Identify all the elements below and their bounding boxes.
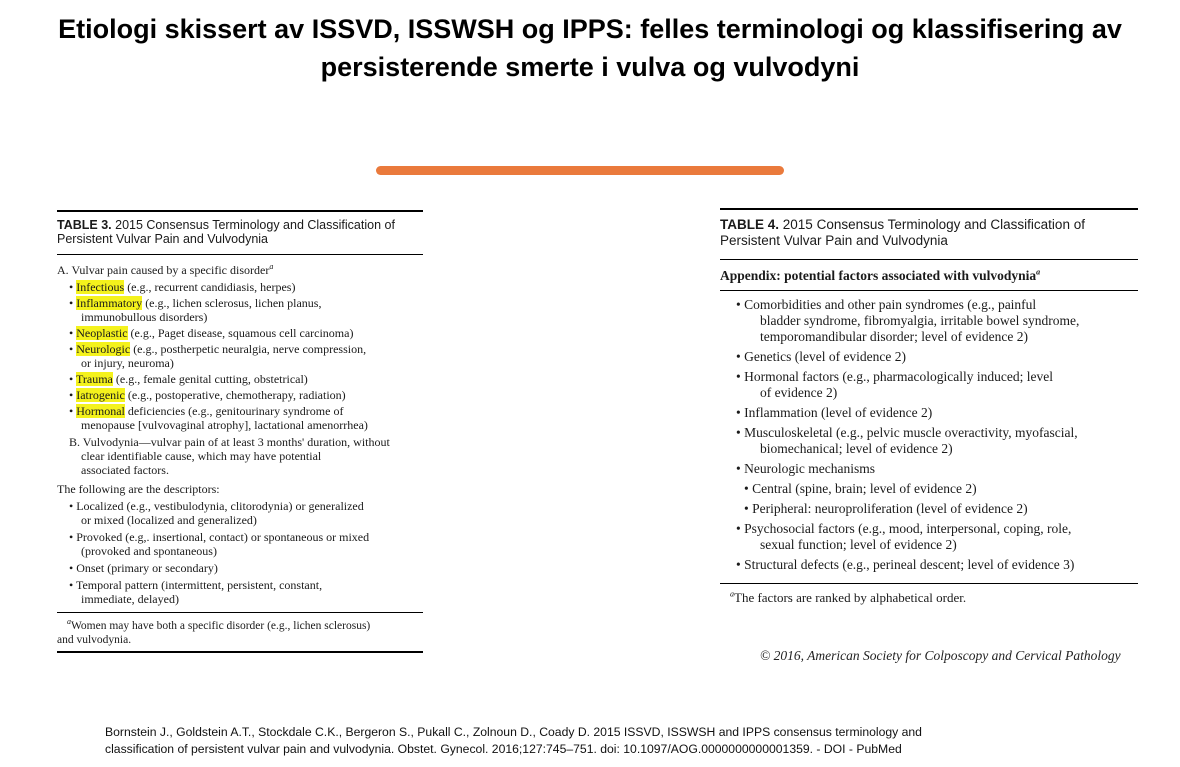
- descriptor-text: Provoked (e.g,. insertional, contact) or spontaneous or mixed: [76, 530, 370, 544]
- factor-text: Comorbidities and other pain syndromes (e.g., painful: [744, 297, 1037, 312]
- descriptor-item: [57, 578, 423, 606]
- section-b-line1: B. Vulvodynia—vulvar pain of at least 3 months' duration, without: [69, 435, 390, 449]
- section-b-line3: associated factors.: [81, 463, 169, 477]
- descriptor-list: [57, 499, 423, 606]
- table-4: [720, 208, 1138, 606]
- factor-item: [720, 297, 1138, 345]
- section-b: [57, 435, 423, 477]
- descriptor-text: Onset (primary or secondary): [76, 561, 218, 575]
- factor-text: Psychosocial factors (e.g., mood, interpersonal, coping, role,: [744, 521, 1072, 536]
- citation-line1: Bornstein J., Goldstein A.T., Stockdale C.K., Bergeron S., Pukall C., Zolnoun D., Coady D. 2015 ISSVD, ISSWSH and IPPS consensus terminology and: [105, 725, 922, 739]
- slide-title-line1: Etiologi skissert av ISSVD, ISSWSH og IPPS: felles terminologi og klassifisering av: [58, 14, 1122, 44]
- table-3-footnote-line1: Women may have both a specific disorder (e.g., lichen sclerosus): [71, 620, 371, 632]
- disorder-item: [57, 342, 423, 370]
- disorder-item: [57, 296, 423, 324]
- disorder-item-text: (e.g., female genital cutting, obstetrical): [112, 372, 308, 386]
- factor-item: [720, 369, 1138, 401]
- disorder-item-text: (e.g., postherpetic neuralgia, nerve compression,: [130, 342, 367, 356]
- factor-item: [720, 349, 1138, 365]
- descriptor-item-line: • Onset (primary or secondary): [69, 561, 218, 575]
- table-3-caption: [57, 212, 423, 254]
- table-4-caption-line1: 2015 Consensus Terminology and Classification of: [782, 217, 1085, 232]
- section-a-heading: A. Vulvar pain caused by a specific disorder$^a$: [57, 262, 274, 277]
- table-3-caption-line1: 2015 Consensus Terminology and Classification of: [115, 218, 395, 232]
- factor-continuation: sexual function; level of evidence 2): [760, 537, 957, 552]
- disorder-item: [57, 280, 423, 294]
- citation: [105, 724, 1105, 758]
- factor-continuation: of evidence 2): [760, 385, 838, 400]
- table-3-footnote: $^a$Women may have both a specific disorder (e.g., lichen sclerosus) and vulvodynia.: [57, 617, 371, 646]
- factor-item: [720, 521, 1138, 553]
- descriptor-item: [57, 499, 423, 527]
- factor-list: [720, 291, 1138, 583]
- copyright-notice: © 2016, American Society for Colposcopy and Cervical Pathology: [760, 648, 1121, 663]
- factor-continuation: biomechanical; level of evidence 2): [760, 441, 953, 456]
- factor-text: Structural defects (e.g., perineal descent; level of evidence 3): [744, 557, 1075, 572]
- table-4-footnote: $^a$The factors are ranked by alphabetical order.: [730, 589, 967, 605]
- factor-subitem: • Central (spine, brain; level of evidence 2): [744, 481, 977, 496]
- disorder-item: [57, 326, 423, 340]
- descriptor-text: Localized (e.g., vestibulodynia, clitorodynia) or generalized: [76, 499, 364, 513]
- disorder-item: [57, 372, 423, 386]
- slide-title: [0, 10, 1180, 86]
- factor-subitem-text: Peripheral: neuroproliferation (level of evidence 2): [752, 501, 1028, 516]
- table-3-footnote-line2: and vulvodynia.: [57, 634, 132, 646]
- descriptors-heading: The following are the descriptors:: [57, 482, 220, 496]
- table-4-caption: [720, 210, 1138, 259]
- highlighted-term: Neurologic: [76, 342, 131, 356]
- descriptor-item: [57, 530, 423, 558]
- highlighted-term: Infectious: [76, 280, 125, 294]
- disorder-list: [57, 280, 423, 432]
- citation-line2: classification of persistent vulvar pain and vulvodynia. Obstet. Gynecol. 2016;127:745–751. doi: 10.1097/AOG.0000000000001359. - DOI - PubMed: [105, 742, 902, 756]
- factor-continuation: temporomandibular disorder; level of evidence 2): [760, 329, 1029, 344]
- slide-title-line2: persisterende smerte i vulva og vulvodyni: [320, 52, 860, 82]
- descriptor-text: Temporal pattern (intermittent, persistent, constant,: [75, 578, 323, 592]
- factor-text: Neurologic mechanisms: [744, 461, 875, 476]
- descriptor-continuation: (provoked and spontaneous): [81, 544, 217, 558]
- factor-item-line: • Inflammation (level of evidence 2): [736, 405, 933, 420]
- disorder-item-continuation: immunobullous disorders): [81, 310, 208, 324]
- factor-item-line: • Neurologic mechanisms: [736, 461, 875, 476]
- table-3-bottom-rule: [57, 651, 423, 653]
- table-3: [57, 210, 423, 653]
- table-3-body: [57, 255, 423, 606]
- disorder-item-text: (e.g., recurrent candidiasis, herpes): [124, 280, 296, 294]
- section-b-line2: clear identifiable cause, which may have potential: [81, 449, 322, 463]
- disorder-item-continuation: or injury, neuroma): [81, 356, 174, 370]
- disorder-item: [57, 388, 423, 402]
- disorder-item-line: • Trauma (e.g., female genital cutting, obstetrical): [69, 372, 308, 386]
- disorder-item-line: • Infectious (e.g., recurrent candidiasis, herpes): [69, 280, 296, 294]
- factor-item: [720, 405, 1138, 421]
- disorder-item-line: • Inflammatory (e.g., lichen sclerosus, lichen planus,: [69, 296, 322, 310]
- factor-text: Genetics (level of evidence 2): [744, 349, 907, 364]
- factor-item: [720, 425, 1138, 457]
- factor-item-line: • Genetics (level of evidence 2): [736, 349, 907, 364]
- factor-subitem-text: Central (spine, brain; level of evidence 2): [752, 481, 977, 496]
- disorder-item-line: • Neurologic (e.g., postherpetic neuralgia, nerve compression,: [69, 342, 367, 356]
- disorder-item-line: • Neoplastic (e.g., Paget disease, squamous cell carcinoma): [69, 326, 354, 340]
- descriptor-item-line: • Localized (e.g., vestibulodynia, clitorodynia) or generalized: [69, 499, 364, 513]
- orange-divider-stroke: [376, 166, 784, 175]
- highlighted-term: Inflammatory: [76, 296, 143, 310]
- factor-subitem: • Peripheral: neuroproliferation (level of evidence 2): [744, 501, 1028, 516]
- table-3-label: TABLE 3.: [57, 218, 112, 232]
- descriptor-item: [57, 561, 423, 575]
- descriptor-continuation: or mixed (localized and generalized): [81, 513, 257, 527]
- disorder-item-text: (e.g., lichen sclerosus, lichen planus,: [142, 296, 322, 310]
- descriptor-continuation: immediate, delayed): [81, 592, 179, 606]
- factor-continuation: bladder syndrome, fibromyalgia, irritable bowel syndrome,: [760, 313, 1080, 328]
- disorder-item-continuation: menopause [vulvovaginal atrophy], lactational amenorrhea): [81, 418, 368, 432]
- disorder-item-text: (e.g., Paget disease, squamous cell carcinoma): [127, 326, 354, 340]
- disorder-item-text: deficiencies (e.g., genitourinary syndrome of: [124, 404, 344, 418]
- factor-item-line: • Psychosocial factors (e.g., mood, interpersonal, coping, role,: [736, 521, 1072, 536]
- descriptor-item-line: • Temporal pattern (intermittent, persistent, constant,: [69, 578, 323, 592]
- highlighted-term: Hormonal: [76, 404, 125, 418]
- disorder-item-line: • Hormonal deficiencies (e.g., genitourinary syndrome of: [69, 404, 344, 418]
- highlighted-term: Neoplastic: [76, 326, 128, 340]
- factor-text: Hormonal factors (e.g., pharmacologically induced; level: [744, 369, 1053, 384]
- table-4-caption-line2: Persistent Vulvar Pain and Vulvodynia: [720, 233, 948, 248]
- disorder-item-line: • Iatrogenic (e.g., postoperative, chemotherapy, radiation): [69, 388, 346, 402]
- appendix-heading: Appendix: potential factors associated with vulvodynia$^a$: [720, 267, 1041, 283]
- factor-text: Inflammation (level of evidence 2): [744, 405, 933, 420]
- table-4-label: TABLE 4.: [720, 217, 780, 232]
- factor-item: [720, 461, 1138, 477]
- descriptor-item-line: • Provoked (e.g,. insertional, contact) or spontaneous or mixed: [69, 530, 370, 544]
- highlighted-term: Iatrogenic: [76, 388, 125, 402]
- factor-text: Musculoskeletal (e.g., pelvic muscle overactivity, myofascial,: [744, 425, 1078, 440]
- disorder-item-text: (e.g., postoperative, chemotherapy, radiation): [124, 388, 346, 402]
- factor-item-line: • Comorbidities and other pain syndromes (e.g., painful: [736, 297, 1037, 312]
- disorder-item: [57, 404, 423, 432]
- factor-item: [720, 557, 1138, 573]
- factor-item-line: • Hormonal factors (e.g., pharmacologically induced; level: [736, 369, 1053, 384]
- factor-item-line: • Musculoskeletal (e.g., pelvic muscle overactivity, myofascial,: [736, 425, 1078, 440]
- factor-item-line: • Structural defects (e.g., perineal descent; level of evidence 3): [736, 557, 1075, 572]
- table-3-caption-line2: Persistent Vulvar Pain and Vulvodynia: [57, 232, 268, 246]
- highlighted-term: Trauma: [75, 372, 113, 386]
